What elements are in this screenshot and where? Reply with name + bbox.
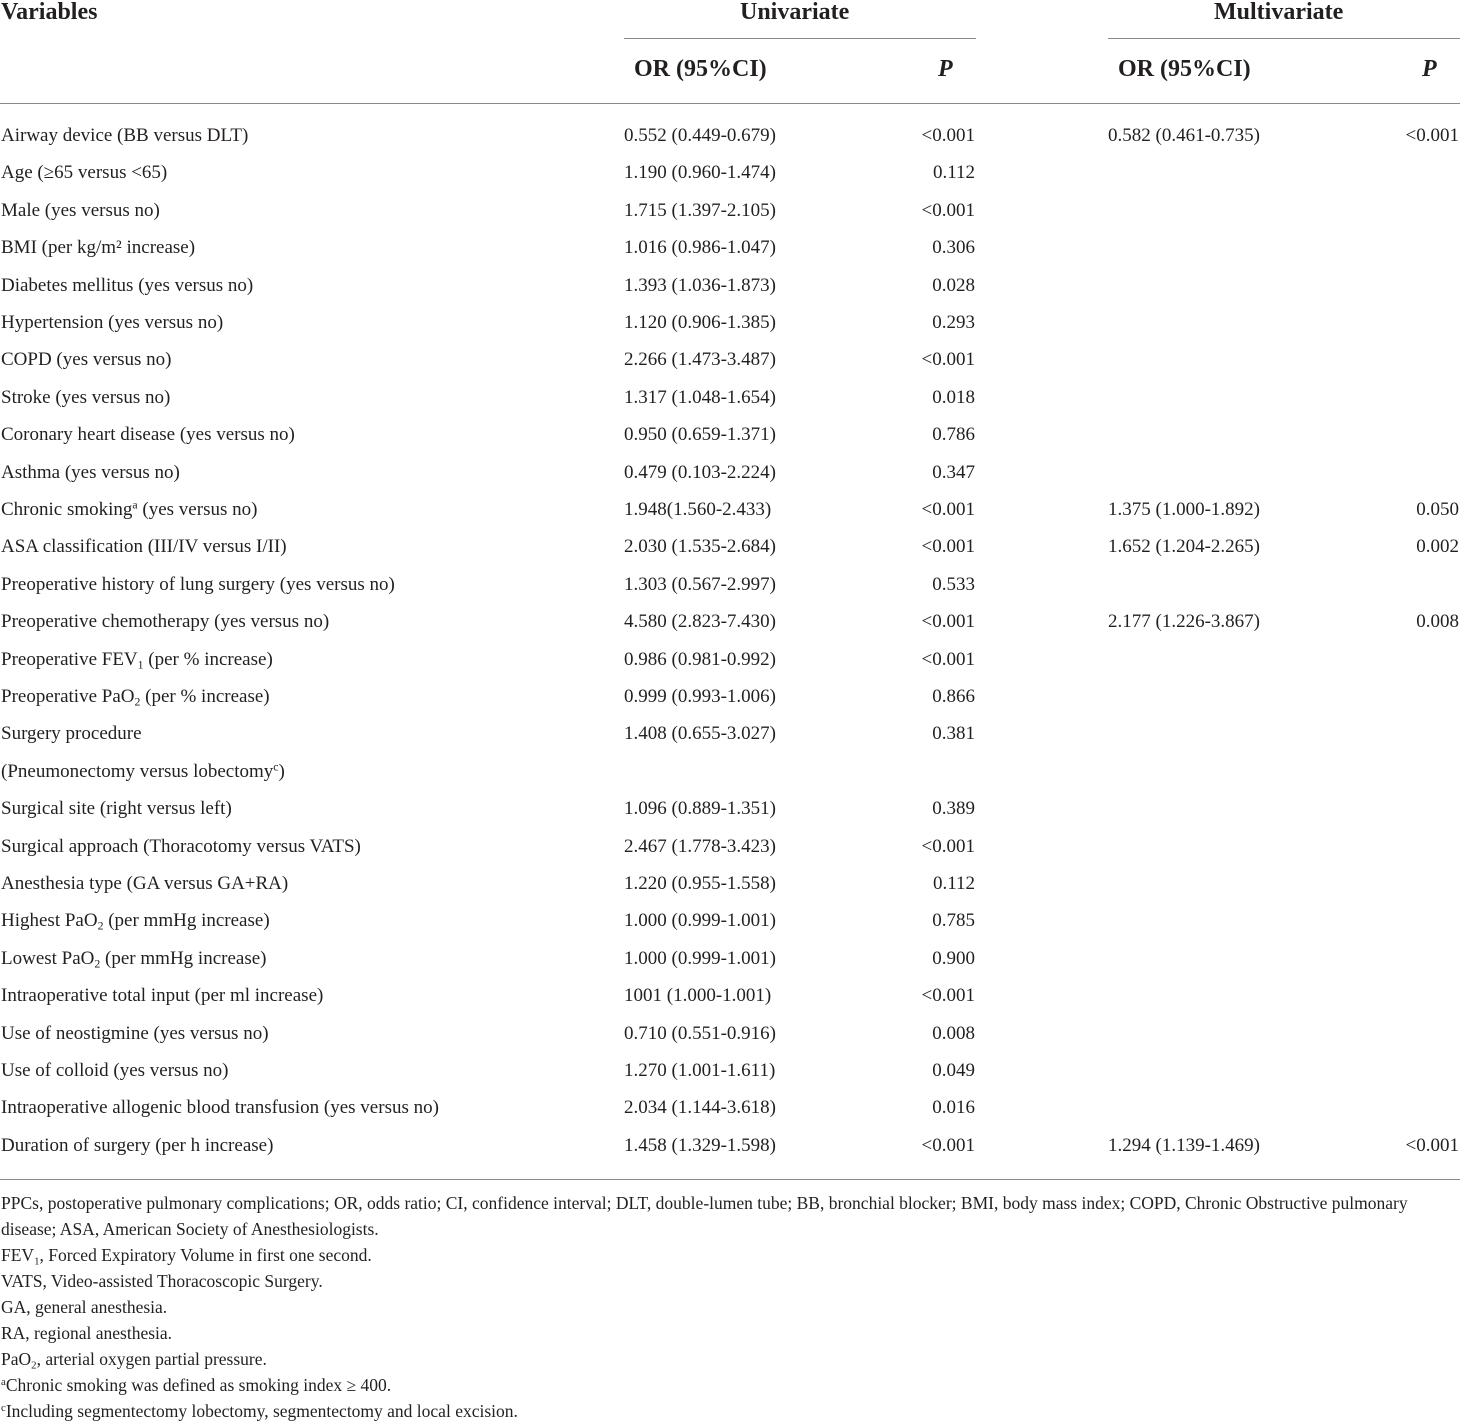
multivariate-p-cell: <0.001 [1405, 1134, 1459, 1156]
table-row [0, 162, 1460, 199]
table-row [0, 948, 1460, 985]
footnote-marker: a [132, 498, 138, 512]
footnote-text: PaO [1, 1349, 32, 1369]
table-row [0, 1097, 1460, 1134]
univariate-or-cell: 1.393 (1.036-1.873) [624, 274, 776, 296]
table-row [0, 1060, 1460, 1097]
table-row [0, 536, 1460, 573]
subscript: 2 [134, 695, 141, 709]
footnote-marker: c [1, 1402, 6, 1415]
variable-cell: COPD (yes versus no) [1, 349, 172, 371]
univariate-p-cell: 0.112 [932, 873, 975, 894]
table-row [0, 275, 1460, 312]
univariate-or-cell: 1.458 (1.329-1.598) [624, 1134, 776, 1156]
variable-cell [1, 948, 266, 970]
footnote-marker: c [273, 760, 279, 774]
univariate-p-cell: <0.001 [921, 499, 975, 520]
univariate-or-cell: 0.986 (0.981-0.992) [624, 648, 776, 670]
univariate-or-cell: 0.710 (0.551-0.916) [624, 1022, 776, 1044]
table-row [0, 1135, 1460, 1172]
bottom-rule [0, 1179, 1460, 1180]
table-row [0, 798, 1460, 835]
variable-cell [1, 910, 270, 932]
univariate-p-cell: <0.001 [921, 648, 975, 670]
univariate-or-cell: 0.950 (0.659-1.371) [624, 424, 776, 446]
univariate-or-cell: 0.479 (0.103-2.224) [624, 461, 776, 483]
footnote [1, 1398, 1460, 1424]
table-row [0, 611, 1460, 648]
univariate-or-cell: 1.190 (0.960-1.474) [624, 162, 776, 184]
multivariate-underline [1108, 38, 1460, 39]
variable-text: (per % increase) [140, 686, 270, 707]
variable-text: (yes versus no) [137, 499, 258, 520]
variable-text: Highest PaO [1, 910, 98, 932]
univariate-p-cell: 0.049 [932, 1060, 975, 1081]
footnote [1, 1346, 1460, 1372]
subscript: 2 [97, 919, 104, 933]
univariate-p-cell: <0.001 [921, 349, 975, 371]
univariate-or-cell: 2.467 (1.778-3.423) [624, 835, 776, 857]
univariate-or-cell: 1.120 (0.906-1.385) [624, 312, 776, 333]
table-row [0, 723, 1460, 760]
footnote: RA, regional anesthesia. [1, 1323, 173, 1343]
univariate-or-cell: 2.266 (1.473-3.487) [624, 349, 776, 371]
univariate-p-cell: <0.001 [921, 1134, 975, 1156]
variable-cell: BMI (per kg/m² increase) [1, 237, 196, 259]
footnote [1, 1372, 1460, 1398]
footnote-text: Including segmentectomy lobectomy, segmentectomy and local excision. [5, 1401, 518, 1421]
footnote: VATS, Video-assisted Thoracoscopic Surgery. [1, 1271, 323, 1291]
multivariate-p-cell: 0.002 [1416, 536, 1459, 558]
univariate-p-cell: 0.347 [932, 461, 975, 483]
variable-cell: Surgical approach (Thoracotomy versus VATS) [1, 835, 361, 857]
variable-cell: Preoperative chemotherapy (yes versus no) [1, 611, 330, 633]
header-multivariate-p: P [1422, 56, 1437, 82]
footnote: PPCs, postoperative pulmonary complications; OR, odds ratio; CI, confidence interval; DLT, double-lumen tube; BB, bronchial blocker; BMI, body mass index; COPD, Chronic Obstructive pulmonary disease; ASA, American Society of Anesthesiologists. [1, 1193, 1408, 1239]
univariate-p-cell: <0.001 [921, 199, 975, 221]
univariate-p-cell: <0.001 [921, 536, 975, 558]
variable-cell: Preoperative history of lung surgery (yes versus no) [1, 573, 395, 595]
header-rule [0, 103, 1460, 104]
variable-cell [1, 499, 257, 521]
variable-text: (per mmHg increase) [103, 910, 270, 932]
univariate-or-cell: 1.000 (0.999-1.001) [624, 947, 776, 969]
variable-cell: Anesthesia type (GA versus GA+RA) [1, 873, 289, 894]
table-row [0, 574, 1460, 611]
table-row [0, 1023, 1460, 1060]
multivariate-or-cell: 1.294 (1.139-1.469) [1108, 1134, 1260, 1156]
subscript: 1 [137, 658, 144, 672]
table-row [0, 349, 1460, 386]
univariate-p-cell: <0.001 [921, 985, 975, 1007]
multivariate-or-cell: 0.582 (0.461-0.735) [1108, 125, 1260, 146]
table-row [0, 424, 1460, 461]
univariate-or-cell: 1.948(1.560-2.433) [624, 499, 772, 520]
table-row [0, 649, 1460, 686]
univariate-p-cell: 0.008 [932, 1022, 975, 1044]
footnote [1, 1242, 1460, 1268]
table-row [0, 125, 1460, 162]
variable-cell: Use of neostigmine (yes versus no) [1, 1022, 269, 1044]
univariate-p-cell: 0.900 [932, 947, 975, 969]
variable-text: (per mmHg increase) [100, 947, 267, 969]
header-variables: Variables [1, 0, 98, 25]
univariate-or-cell: 1.715 (1.397-2.105) [624, 199, 776, 221]
footnote-text: , Forced Expiratory Volume in first one second. [39, 1245, 372, 1265]
multivariate-or-cell: 1.652 (1.204-2.265) [1108, 536, 1260, 558]
univariate-p-cell: 0.533 [932, 573, 975, 595]
multivariate-p-cell: 0.050 [1416, 499, 1459, 520]
variable-cell: Intraoperative allogenic blood transfusion (yes versus no) [1, 1097, 439, 1119]
multivariate-or-cell: 2.177 (1.226-3.867) [1108, 611, 1260, 633]
table-row [0, 462, 1460, 499]
table-row [0, 312, 1460, 349]
table-row [0, 985, 1460, 1022]
univariate-or-cell: 1.303 (0.567-2.997) [624, 573, 776, 595]
table-row [0, 836, 1460, 873]
subscript: 2 [94, 957, 101, 971]
variable-text: Preoperative FEV [1, 648, 138, 670]
variable-text: ) [278, 760, 285, 782]
table-footnotes [1, 1190, 1460, 1424]
variable-text: Lowest PaO [1, 947, 95, 969]
header-univariate-p: P [938, 56, 953, 82]
multivariate-p-cell: <0.001 [1405, 125, 1459, 146]
variable-cell: ASA classification (III/IV versus I/II) [1, 536, 287, 558]
footnote: GA, general anesthesia. [1, 1297, 168, 1317]
subscript: 2 [31, 1359, 37, 1372]
variable-cell: Diabetes mellitus (yes versus no) [1, 274, 254, 296]
variable-cell: Age (≥65 versus <65) [1, 162, 168, 184]
variable-cell: Duration of surgery (per h increase) [1, 1134, 274, 1156]
header-multivariate-or: OR (95%CI) [1118, 56, 1251, 82]
univariate-or-cell: 4.580 (2.823-7.430) [624, 611, 776, 633]
table-row [0, 686, 1460, 723]
univariate-or-cell: 1.000 (0.999-1.001) [624, 910, 776, 932]
univariate-or-cell: 1.317 (1.048-1.654) [624, 386, 776, 408]
variable-cell [1, 761, 285, 783]
variable-cell: Asthma (yes versus no) [1, 461, 180, 483]
univariate-or-cell: 0.552 (0.449-0.679) [624, 125, 776, 146]
variable-text: (Pneumonectomy versus lobectomy [1, 760, 274, 782]
variable-text: (per % increase) [143, 648, 273, 670]
table-row [0, 910, 1460, 947]
table-row [0, 499, 1460, 536]
variable-cell [1, 649, 273, 671]
univariate-underline [624, 38, 976, 39]
variable-text: Preoperative PaO [1, 686, 135, 707]
univariate-or-cell: 1.220 (0.955-1.558) [624, 873, 776, 894]
univariate-or-cell: 2.030 (1.535-2.684) [624, 536, 776, 558]
variable-text: Chronic smoking [1, 499, 133, 520]
univariate-or-cell: 0.999 (0.993-1.006) [624, 686, 776, 707]
multivariate-or-cell: 1.375 (1.000-1.892) [1108, 499, 1260, 520]
footnote-text: Chronic smoking was defined as smoking index ≥ 400. [5, 1375, 392, 1395]
footnote-text: FEV [1, 1245, 35, 1265]
table-row [0, 387, 1460, 424]
table-row [0, 200, 1460, 237]
univariate-p-cell: 0.306 [932, 237, 975, 259]
header-multivariate: Multivariate [1214, 0, 1344, 25]
univariate-or-cell: 1.408 (0.655-3.027) [624, 723, 776, 745]
variable-cell: Use of colloid (yes versus no) [1, 1060, 229, 1081]
univariate-p-cell: 0.018 [932, 386, 975, 408]
table-row [0, 761, 1460, 798]
univariate-p-cell: 0.866 [932, 686, 975, 707]
variable-cell: Surgery procedure [1, 723, 142, 745]
univariate-p-cell: 0.028 [932, 274, 975, 296]
univariate-or-cell: 1001 (1.000-1.001) [624, 985, 772, 1007]
univariate-p-cell: 0.381 [932, 723, 975, 745]
table-row [0, 237, 1460, 274]
variable-cell: Surgical site (right versus left) [1, 798, 232, 820]
subscript: 1 [34, 1255, 40, 1268]
univariate-p-cell: 0.389 [932, 798, 975, 820]
variable-cell: Airway device (BB versus DLT) [1, 125, 249, 146]
variable-cell: Intraoperative total input (per ml increase) [1, 985, 324, 1007]
univariate-p-cell: 0.785 [932, 910, 975, 932]
univariate-p-cell: 0.786 [932, 424, 975, 446]
univariate-or-cell: 1.270 (1.001-1.611) [624, 1060, 776, 1081]
variable-cell [1, 686, 270, 708]
multivariate-p-cell: 0.008 [1416, 611, 1459, 633]
univariate-p-cell: <0.001 [921, 835, 975, 857]
footnote-marker: a [1, 1376, 6, 1389]
footnote-text: , arterial oxygen partial pressure. [36, 1349, 267, 1369]
variable-cell: Hypertension (yes versus no) [1, 312, 224, 333]
univariate-or-cell: 2.034 (1.144-3.618) [624, 1097, 776, 1119]
header-univariate: Univariate [740, 0, 850, 25]
variable-cell: Male (yes versus no) [1, 199, 160, 221]
univariate-or-cell: 1.016 (0.986-1.047) [624, 237, 776, 259]
univariate-p-cell: 0.293 [932, 312, 975, 333]
variable-cell: Coronary heart disease (yes versus no) [1, 424, 295, 446]
header-univariate-or: OR (95%CI) [634, 56, 767, 82]
univariate-p-cell: <0.001 [921, 611, 975, 633]
univariate-p-cell: 0.016 [932, 1097, 975, 1119]
table-row [0, 873, 1460, 910]
univariate-p-cell: 0.112 [932, 162, 975, 184]
univariate-p-cell: <0.001 [921, 125, 975, 146]
univariate-or-cell: 1.096 (0.889-1.351) [624, 798, 776, 820]
variable-cell: Stroke (yes versus no) [1, 386, 171, 408]
